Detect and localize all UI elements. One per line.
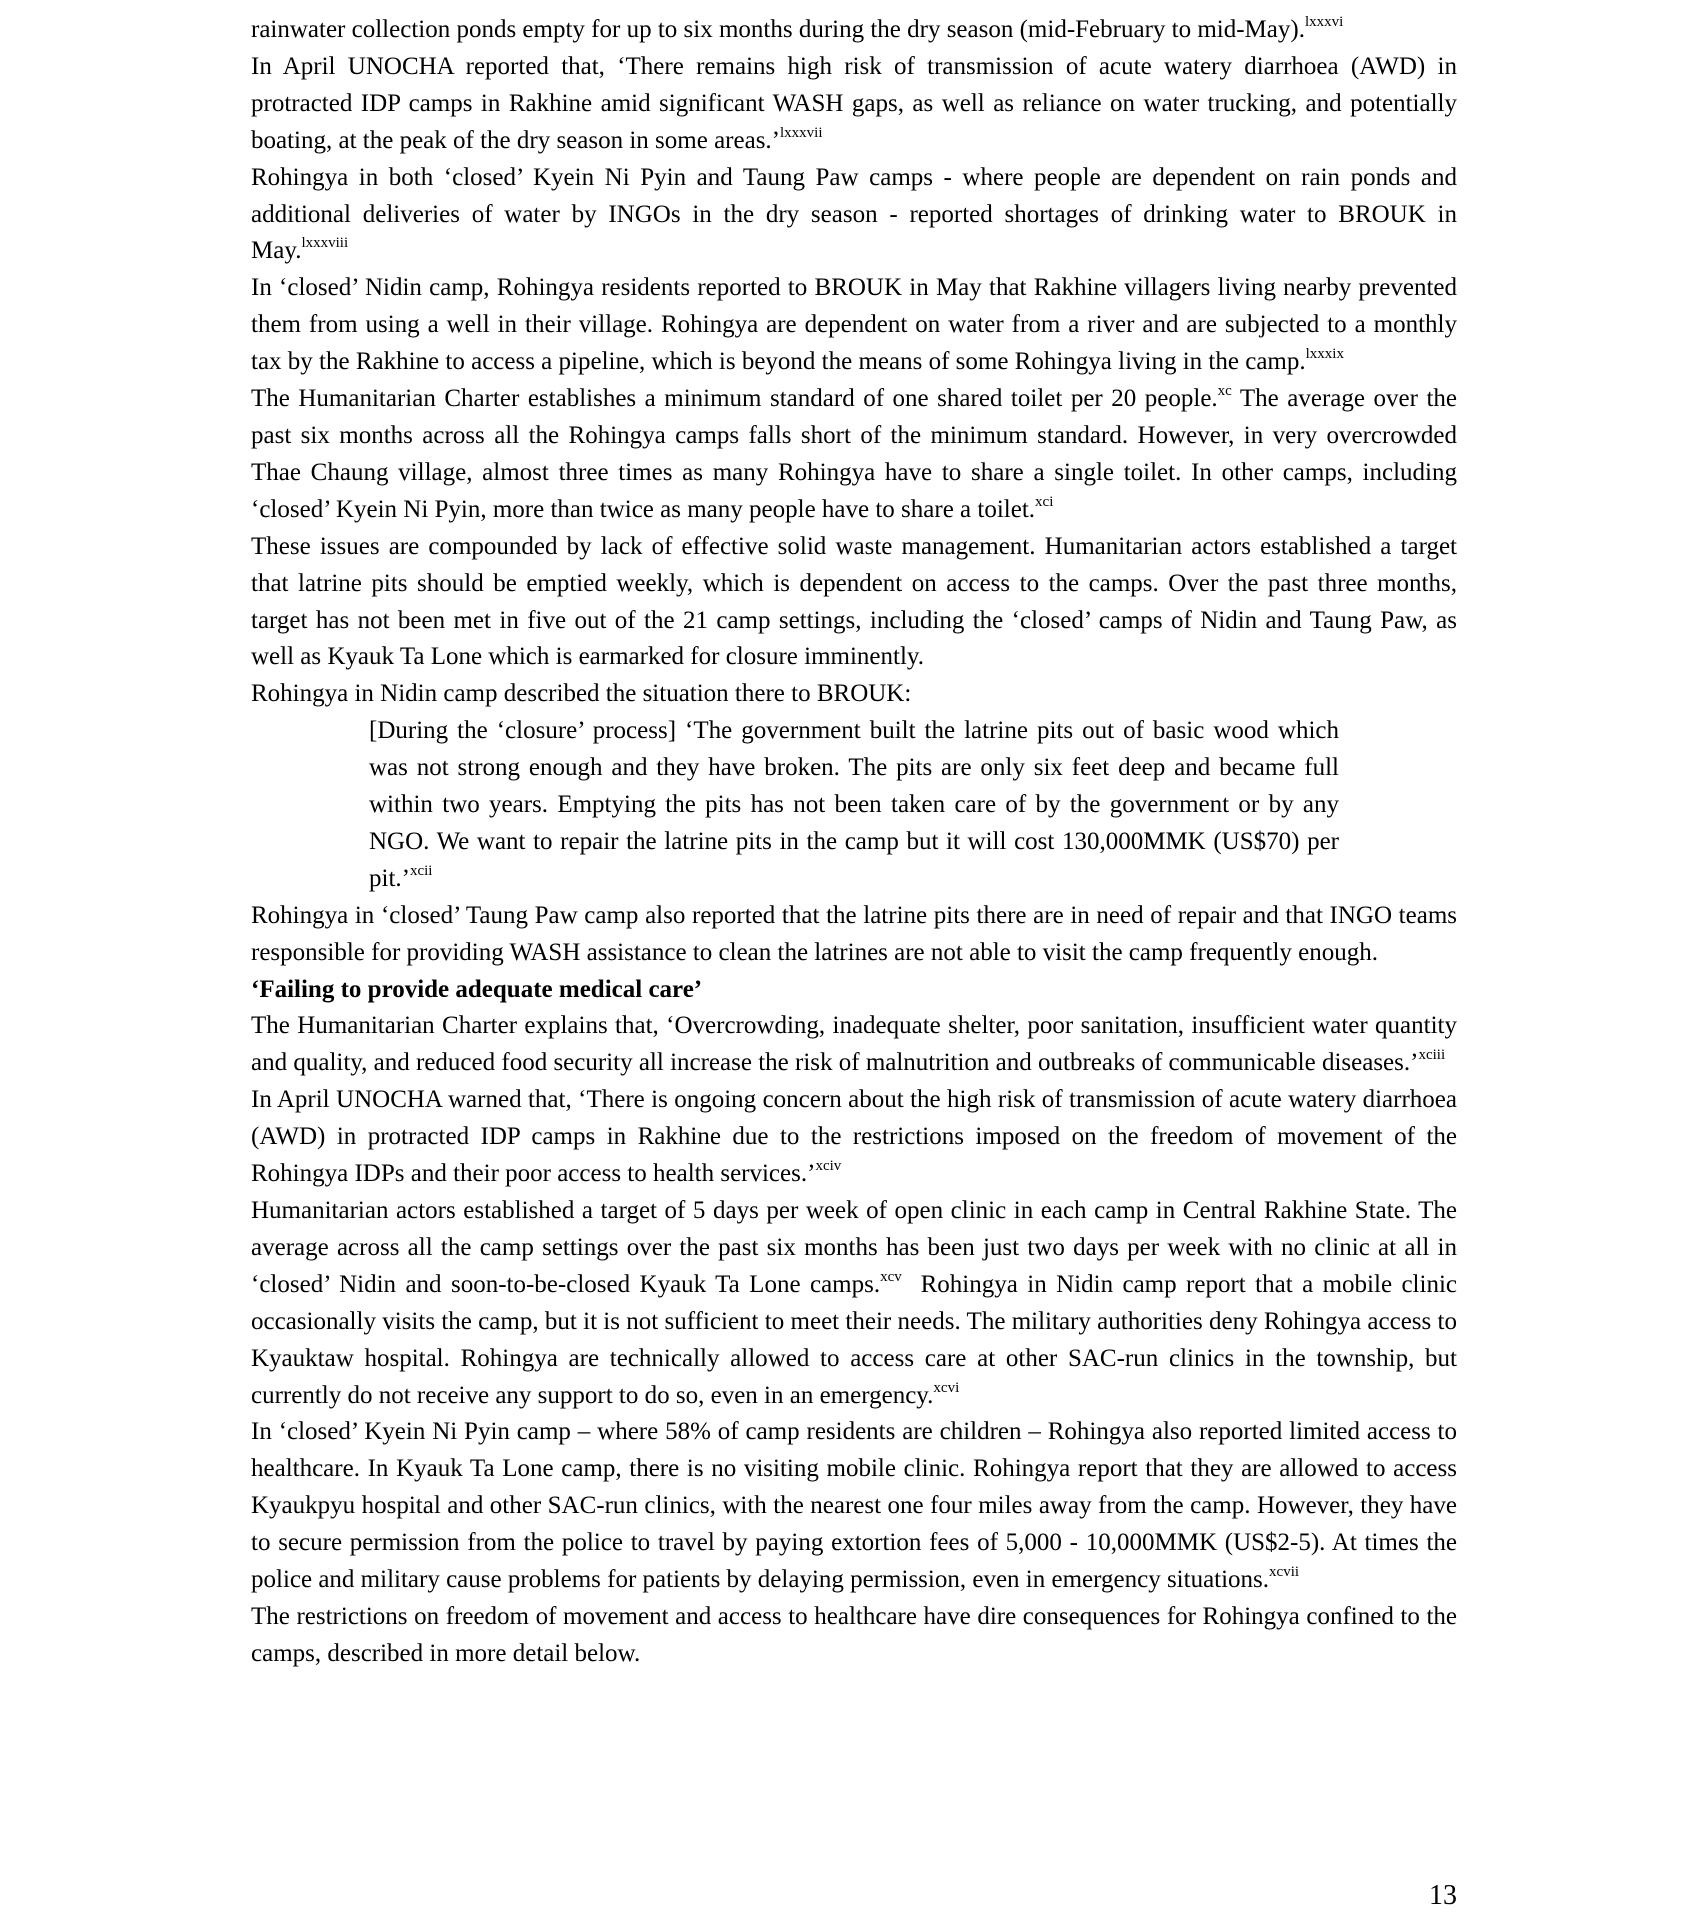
endnote-ref[interactable]: lxxxvi bbox=[1304, 14, 1344, 30]
paragraph-consequences: The restrictions on freedom of movement and access to healthcare have dire consequences for Rohingya confined to the camps, described in more detail below. bbox=[251, 1602, 1457, 1667]
endnote-ref[interactable]: xc bbox=[1217, 383, 1232, 400]
paragraph-toilet-standard: The Humanitarian Charter establishes a minimum standard of one shared toilet per 20 people.$^{xc}$ The average over the past six months across all the Rohingya camps falls short of the minimum standard. However, in very overcrowded Thae Chaung village, almost three times as many Rohingya have to share a single toilet. In other camps, including ‘closed’ Kyein Ni Pyin, more than twice as many people have to share a toilet.$^{xci}$ bbox=[251, 383, 1457, 523]
paragraph-taung-paw-latrines: Rohingya in ‘closed’ Taung Paw camp also reported that the latrine pits there are in need of repair and that INGO teams responsible for providing WASH assistance to clean the latrines are not able to visit the camp frequently enough. bbox=[251, 901, 1457, 966]
paragraph-waste-management: These issues are compounded by lack of effective solid waste management. Humanitarian actors established a target that latrine pits should be emptied weekly, which is dependent on access to the camps. Over the past three months, target has not been met in five out of the 21 camp settings, including the ‘closed’ camps of Nidin and Taung Paw, as well as Kyauk Ta Lone which is earmarked for closure imminently. bbox=[251, 532, 1457, 671]
paragraph-charter-disease: The Humanitarian Charter explains that, ‘Overcrowding, inadequate shelter, poor sanitation, insufficient water quantity and quality, and reduced food security all increase the risk of malnutrition and outbreaks of communicable diseases.’$^{xciii}$ bbox=[251, 1012, 1457, 1077]
endnote-ref[interactable]: lxxxix bbox=[1305, 346, 1344, 363]
endnote-ref[interactable]: lxxxvii bbox=[780, 124, 823, 141]
page-number: 13 bbox=[1429, 1880, 1457, 1911]
endnote-ref[interactable]: xciv bbox=[815, 1158, 842, 1175]
endnote-ref[interactable]: xcvi bbox=[933, 1379, 960, 1396]
paragraph-unocha-awd-risk: In April UNOCHA reported that, ‘There remains high risk of transmission of acute watery diarrhoea (AWD) in protracted IDP camps in Rakhine amid significant WASH gaps, as well as reliance on water trucking, and potentially boating, at the peak of the dry season in some areas.’$^{lxxxvii}$ bbox=[251, 52, 1457, 154]
endnote-ref[interactable]: xciii bbox=[1418, 1047, 1446, 1064]
paragraph-nidin-intro: Rohingya in Nidin camp described the situation there to BROUK: bbox=[251, 680, 912, 708]
endnote-ref[interactable]: xci bbox=[1035, 493, 1054, 510]
paragraph-kyein-ni-pyin-health: In ‘closed’ Kyein Ni Pyin camp – where 58% of camp residents are children – Rohingya also reported limited access to healthcare. In Kyauk Ta Lone camp, there is no visiting mobile clinic. Rohingya report that they are allowed to access Kyaukpyu hospital and other SAC-run clinics, with the nearest one four miles away from the camp. However, they have to secure permission from the police to travel by paying extortion fees of 5,000 - 10,000MMK (US$2-5). At times the police and military cause problems for patients by delaying permission, even in emergency situations.$^{xcvii}$ bbox=[251, 1418, 1457, 1594]
endnote-ref[interactable]: xcv bbox=[880, 1268, 902, 1285]
block-quote-latrines: [During the ‘closure’ process] ‘The government built the latrine pits out of basic wood which was not strong enough and they have broken. The pits are only six feet deep and became full within two years. Emptying the pits has not been taken care of by the government or by any NGO. We want to repair the latrine pits in the camp but it will cost 130,000MMK (US$70) per pit.’$^{xcii}$ bbox=[369, 717, 1339, 892]
paragraph-water-shortages: Rohingya in both ‘closed’ Kyein Ni Pyin and Taung Paw camps - where people are dependent on rain ponds and additional deliveries of water by INGOs in the dry season - reported shortages of drinking water to BROUK in May.$^{lxxxviii}$ bbox=[251, 163, 1457, 265]
paragraph-dry-season: rainwater collection ponds empty for up to six months during the dry season (mid-February to mid-May).$^{lxxxvi}$ bbox=[251, 14, 1344, 43]
paragraph-unocha-warning: In April UNOCHA warned that, ‘There is ongoing concern about the high risk of transmission of acute watery diarrhoea (AWD) in protracted IDP camps in Rakhine due to the restrictions imposed on the freedom of movement of the Rohingya IDPs and their poor access to health services.’$^{xciv}$ bbox=[251, 1086, 1457, 1188]
body-text bbox=[251, 12, 1464, 1673]
endnote-ref[interactable]: xcvii bbox=[1269, 1564, 1300, 1581]
endnote-ref[interactable]: lxxxviii bbox=[301, 235, 349, 252]
paragraph-nidin-water: In ‘closed’ Nidin camp, Rohingya residents reported to BROUK in May that Rakhine villagers living nearby prevented them from using a well in their village. Rohingya are dependent on water from a river and are subjected to a monthly tax by the Rakhine to access a pipeline, which is beyond the means of some Rohingya living in the camp.$^{lxxxix}$ bbox=[251, 274, 1457, 376]
section-heading-medical-care: ‘Failing to provide adequate medical care’ bbox=[251, 975, 703, 1003]
paragraph-clinic-target: Humanitarian actors established a target of 5 days per week of open clinic in each camp in Central Rakhine State. The average across all the camp settings over the past six months has been just two days per week with no clinic at all in ‘closed’ Nidin and soon-to-be-closed Kyauk Ta Lone camps.$^{xcv}$ Rohingya in Nidin camp report that a mobile clinic occasionally visits the camp, but it is not sufficient to meet their needs. The military authorities deny Rohingya access to Kyauktaw hospital. Rohingya are technically allowed to access care at other SAC-run clinics in the township, but currently do not receive any support to do so, even in an emergency.$^{xcvi}$ bbox=[251, 1197, 1464, 1409]
endnote-ref[interactable]: xcii bbox=[409, 862, 433, 879]
